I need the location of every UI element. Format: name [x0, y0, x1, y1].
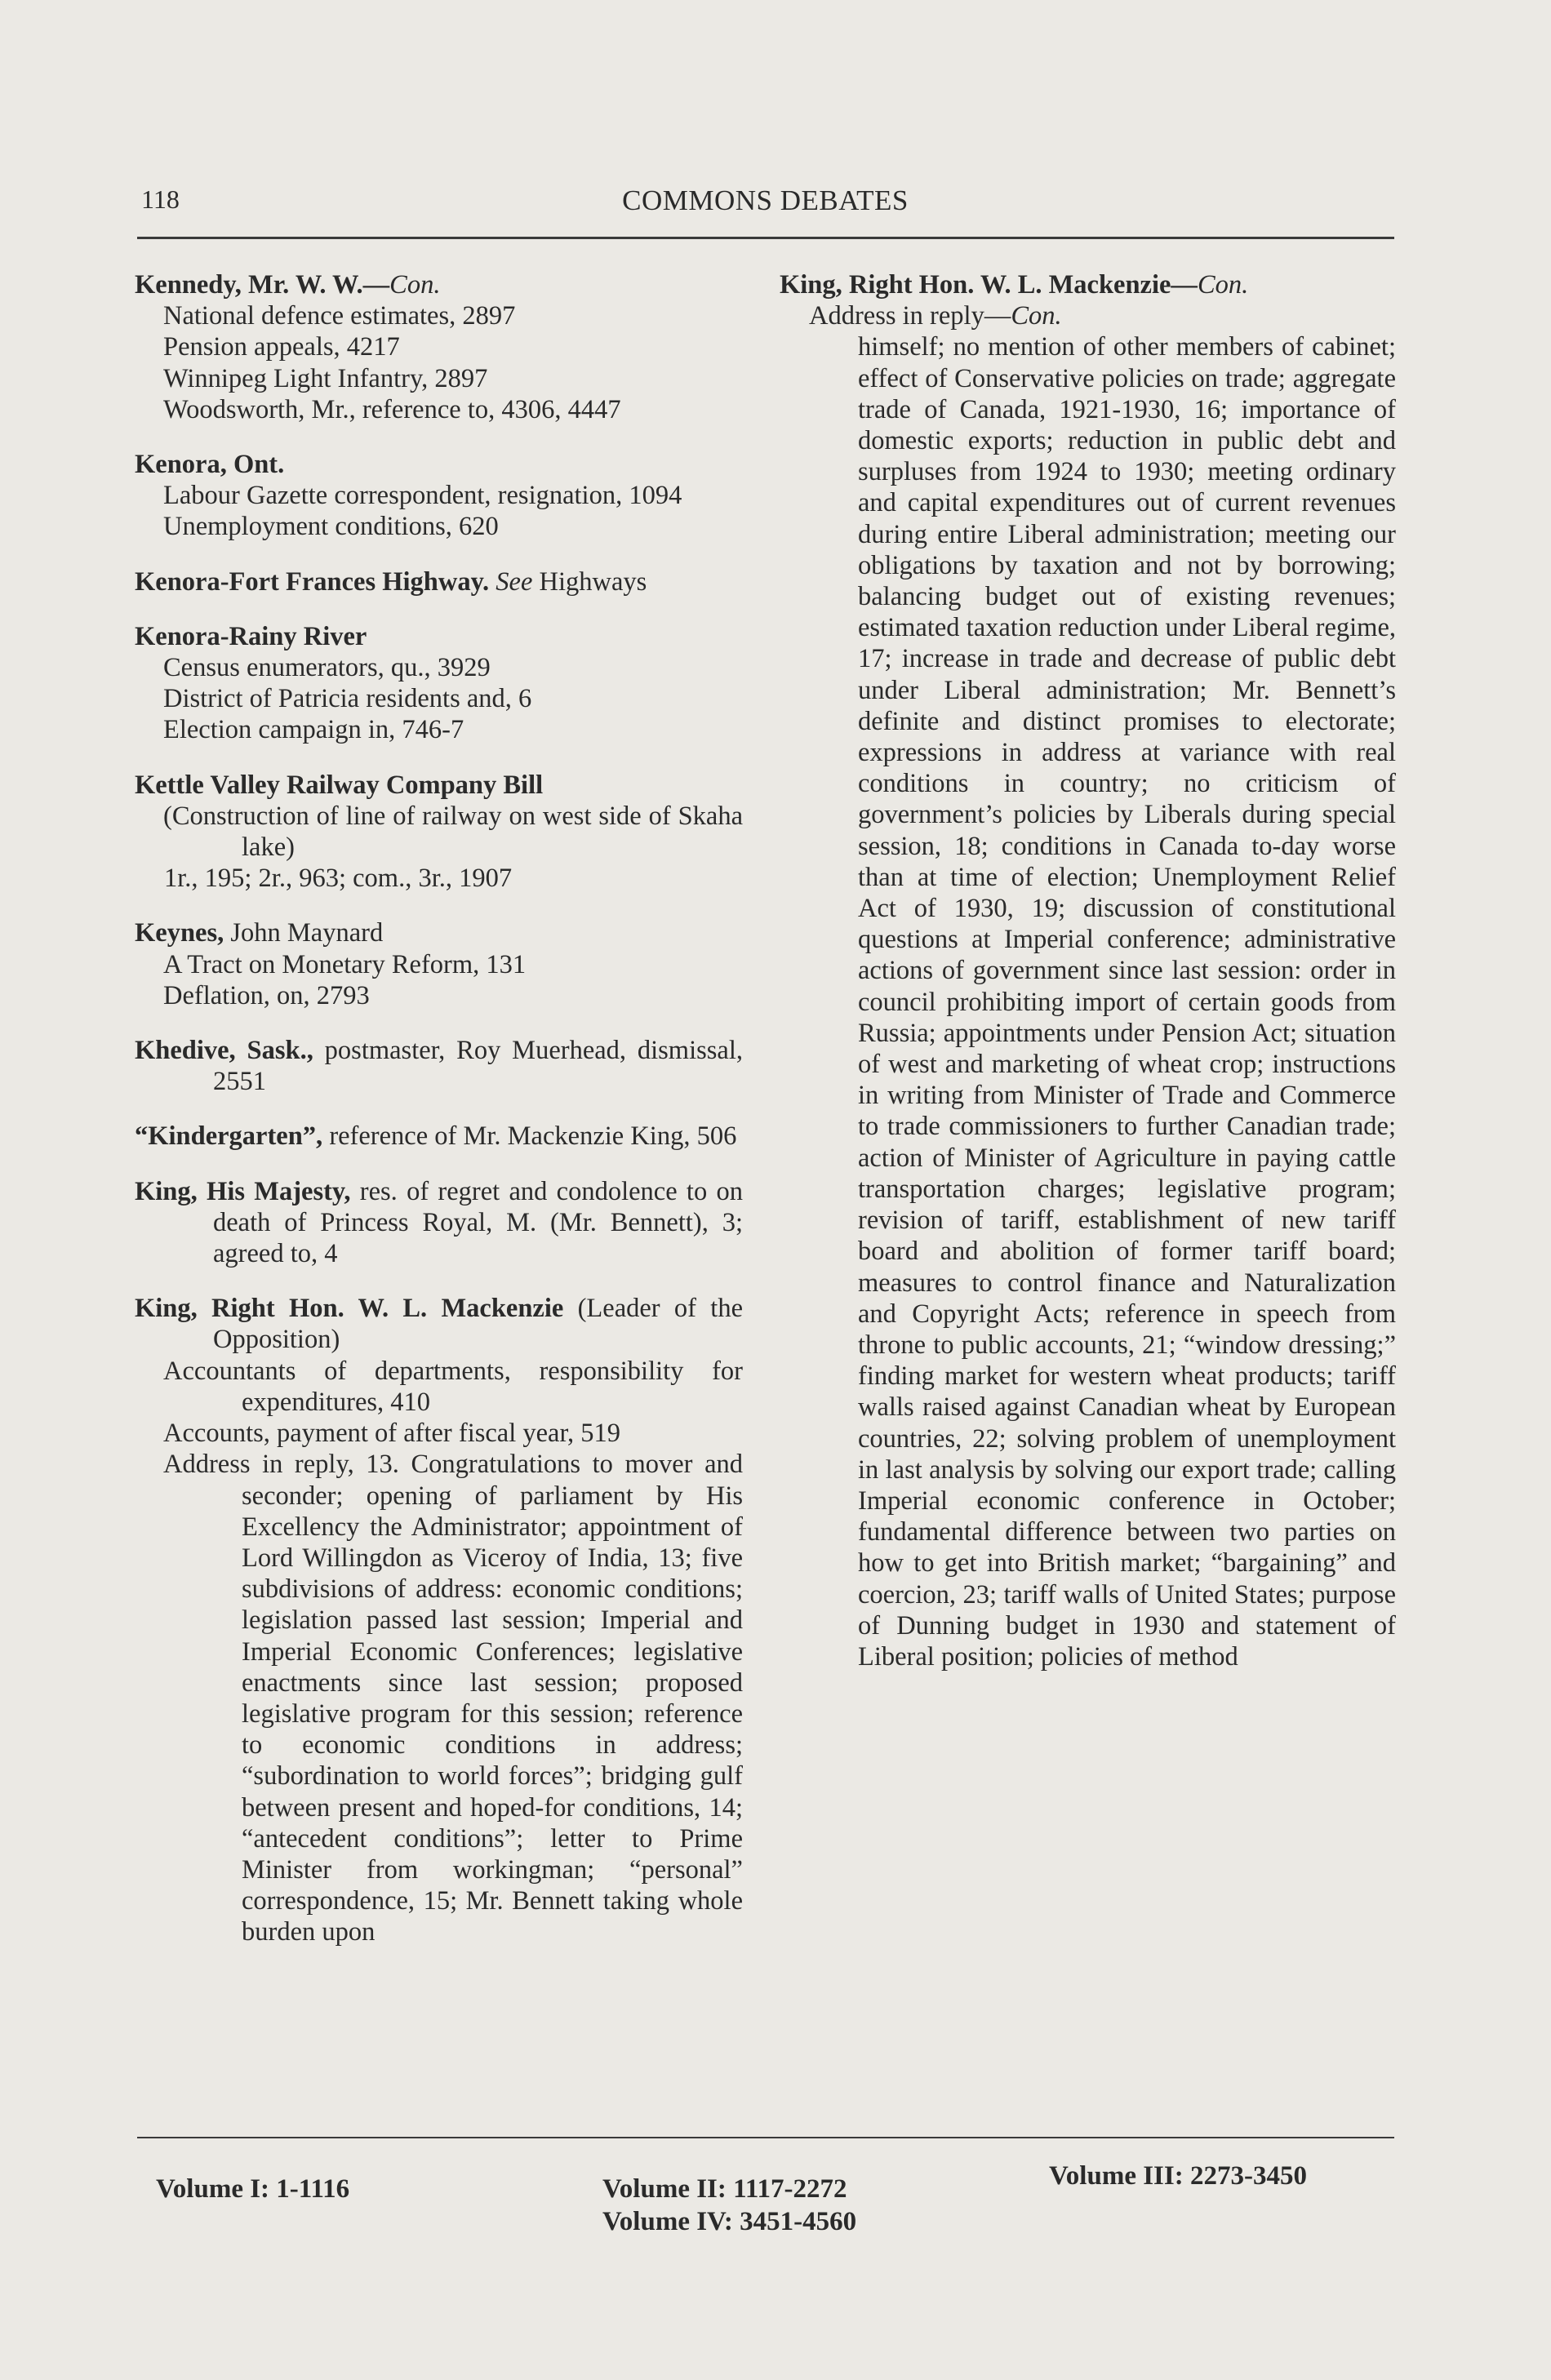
entry-text: res. of regret and condolence to on death of Princess Royal, M. (Mr. Bennett), 3; agreed to, 4 [213, 1176, 743, 1269]
footer-rule [137, 2137, 1394, 2138]
index-entry-khedive [135, 1035, 743, 1097]
header-rule [137, 237, 1394, 239]
entry-heading: King, Right Hon. W. L. Mackenzie [135, 1294, 564, 1324]
entry-heading: Kenora, Ont. [135, 450, 285, 480]
entry-heading: “Kindergarten”, [135, 1121, 323, 1152]
entry-heading: Kenora-Rainy River [135, 621, 367, 651]
index-entry-kettle-valley [135, 770, 743, 895]
sub-entry: National defence estimates, 2897 [163, 301, 516, 331]
sub-entry: (Construction of line of railway on west side of Skaha lake) [163, 801, 743, 863]
entry-text: (Leader of the Opposition) [213, 1294, 743, 1355]
sub-entry: Labour Gazette correspondent, resignation, 1094 [163, 481, 682, 511]
index-entry-kennedy [135, 269, 743, 425]
index-entry-kenora-rainy-river [135, 621, 743, 746]
index-entry-keynes [135, 917, 743, 1011]
index-entry-kindergarten [135, 1121, 743, 1152]
entry-heading: Keynes, [135, 918, 224, 948]
sub-entry: A Tract on Monetary Reform, 131 [163, 949, 527, 979]
running-title: COMMONS DEBATES [622, 184, 909, 216]
entry-heading-rest: John Maynard [230, 918, 384, 948]
continued-entry-text: himself; no mention of other members of cabinet; effect of Conservative policies on trade; aggregate trade of Canada, 1921-1930, 16; importance of domestic exports; reduction in public debt and surpluses from 1924 to 1930; meeting ordinary and capital expenditures out of current revenues during entire Liberal administration; meeting our obligations by taxation and not by borrowing; balancing budget out of existing revenues; estimated taxation reduction under Liberal regime, 17; increase in trade and decrease of public debt under Liberal administration; Mr. Bennett’s definite and distinct promises to electorate; expressions in address at variance with real conditions in country; no criticism of government’s policies by Liberals during special session, 18; conditions in Canada to-day worse than at time of election; Unemployment Relief Act of 1930, 19; discussion of constitutional questions at Imperial conference; administrative actions of government since last session: order in council prohibiting import of certain goods from Russia; appointments under Pension Act; situation of west and marketing of wheat crop; instructions in writing from Minister of Trade and Commerce to trade commissioners to further Canadian trade; action of Minister of Agriculture in paying cattle transportation charges; legislative program; revision of tariff, establishment of new tariff board and abolition of former tariff board; measures to control finance and Naturalization and Copyright Acts; reference in speech from throne to public accounts, 21; “window dressing;” finding market for western wheat products; tariff walls raised against Canadian wheat by European countries, 22; solving problem of unemployment in last analysis by solving our export trade; calling Imperial economic conference in October; fundamental difference between two parties on how to get into British market; “bargaining” and coercion, 23; tariff walls of United States; purpose of Dunning budget in 1930 and statement of Liberal position; policies of method [858, 332, 1396, 1672]
entry-text: postmaster, Roy Muerhead, dismissal, 2551 [213, 1036, 743, 1097]
sub-entry: Accounts, payment of after fiscal year, 519 [163, 1419, 621, 1449]
entry-heading: King, Right Hon. W. L. Mackenzie— [780, 270, 1198, 300]
sub-entry: Election campaign in, 746-7 [163, 715, 464, 745]
volume-3-range: Volume III: 2273-3450 [1049, 2161, 1307, 2191]
entry-heading: King, His Majesty, [135, 1176, 351, 1206]
index-entry-kenora [135, 449, 743, 543]
entry-heading: Kenora-Fort Frances Highway. [135, 566, 490, 597]
sub-entry: District of Patricia residents and, 6 [163, 684, 532, 714]
sub-entry: Deflation, on, 2793 [163, 980, 370, 1010]
sub-heading: Address in reply— [809, 301, 1011, 331]
cross-reference: Highways [539, 566, 647, 597]
entry-text: reference of Mr. Mackenzie King, 506 [329, 1121, 737, 1152]
sub-entry: Census enumerators, qu., 3929 [163, 653, 491, 683]
volume-1-range: Volume I: 1-1116 [156, 2174, 350, 2204]
left-column [135, 269, 743, 1972]
entry-heading: Kennedy, Mr. W. W.— [135, 270, 390, 300]
page-header [135, 181, 1396, 222]
continued-mark: Con. [389, 270, 441, 300]
sub-entry: Pension appeals, 4217 [163, 332, 400, 362]
sub-entry: Unemployment conditions, 620 [163, 512, 499, 542]
sub-entry: 1r., 195; 2r., 963; com., 3r., 1907 [164, 864, 513, 894]
sub-entry: Address in reply, 13. Congratulations to mover and seconder; opening of parliament by His Excellency the Administrator; appointment of Lord Willingdon as Viceroy of India, 13; five subdivisions of address: economic conditions; legislation passed last session; Imperial and Imperial Economic Conferences; legislative enactments since last session; proposed legislative program for this session; reference to economic conditions in address; “subordination to world forces”; bridging gulf between present and hoped-for conditions, 14; “antecedent conditions”; letter to Prime Minister from workingman; “personal” correspondence, 15; Mr. Bennett taking whole burden upon [163, 1450, 743, 1947]
index-entry-king-mackenzie [135, 1293, 743, 1947]
sub-entry: Accountants of departments, responsibility for expenditures, 410 [163, 1356, 743, 1417]
continued-mark: Con. [1197, 270, 1249, 300]
continued-mark: Con. [1011, 301, 1062, 331]
page-number: 118 [141, 184, 180, 214]
entry-heading: Khedive, Sask., [135, 1036, 313, 1066]
sub-entry: Winnipeg Light Infantry, 2897 [163, 363, 488, 393]
entry-heading: Kettle Valley Railway Company Bill [135, 770, 544, 800]
see-label: See [496, 566, 533, 597]
index-entry-kenora-fort-frances [135, 566, 743, 597]
sub-entry: Woodsworth, Mr., reference to, 4306, 4447 [163, 394, 621, 424]
index-entry-king-majesty [135, 1176, 743, 1270]
right-column [780, 269, 1396, 1672]
volume-4-range: Volume IV: 3451-4560 [602, 2207, 857, 2236]
volume-2-range: Volume II: 1117-2272 [602, 2174, 847, 2204]
